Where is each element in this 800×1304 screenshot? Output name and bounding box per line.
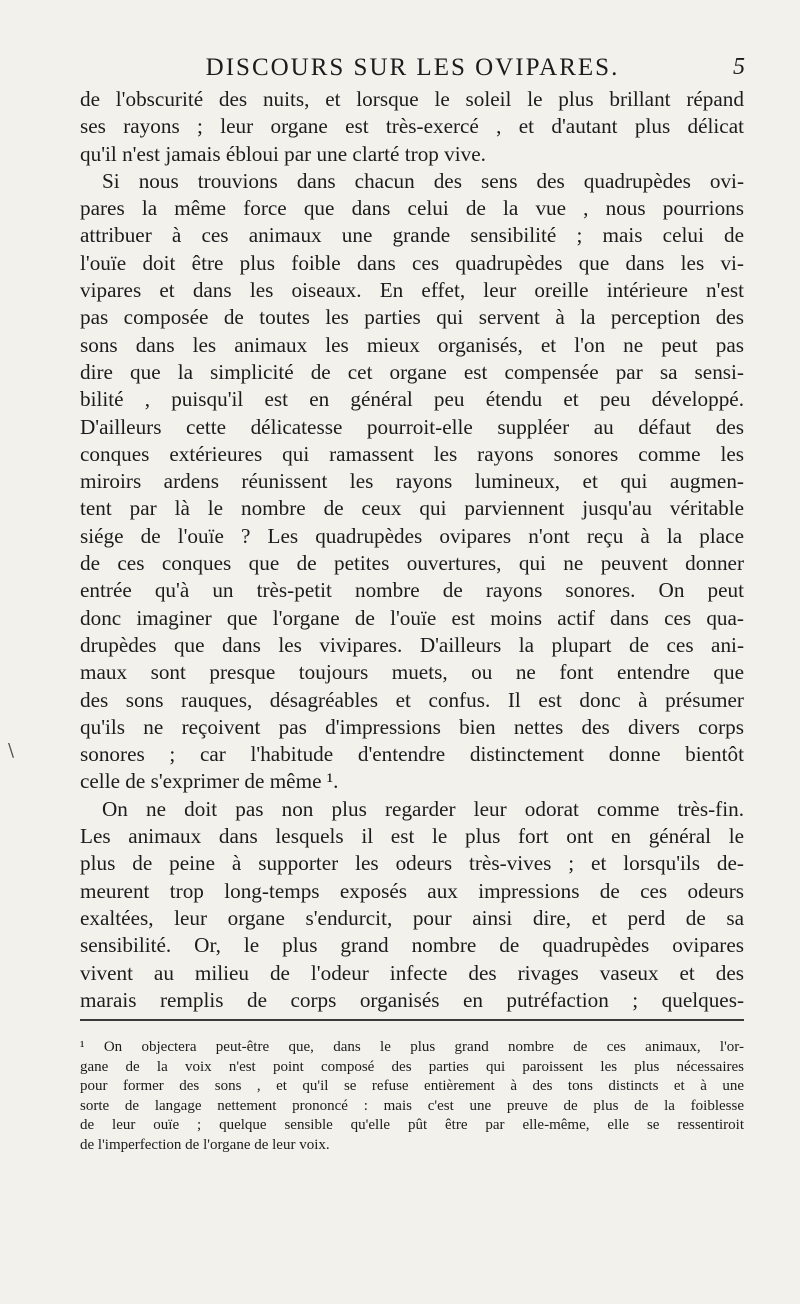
footnote-rule xyxy=(80,1019,744,1021)
running-head xyxy=(80,54,745,88)
text-line: maux sont presque toujours muets, ou ne font entendre que xyxy=(80,660,744,685)
text-line: plus de peine à supporter les odeurs très-vives ; et lorsqu'ils de- xyxy=(80,851,744,876)
footnote-line: pour former des sons , et qu'il se refuse entièrement à des tons distincts et à une xyxy=(80,1078,744,1094)
text-line: conques extérieures qui ramassent les rayons sonores comme les xyxy=(80,441,744,466)
text-line: On ne doit pas non plus regarder leur odorat comme très-fin. xyxy=(102,796,744,821)
text-line: vivent au milieu de l'odeur infecte des rivages vaseux et des xyxy=(80,960,744,985)
running-title: DISCOURS SUR LES OVIPARES. xyxy=(205,54,620,81)
text-line: ses rayons ; leur organe est très-exercé , et d'autant plus délicat xyxy=(80,114,744,139)
text-line: Si nous trouvions dans chacun des sens des quadrupèdes ovi- xyxy=(102,168,744,193)
text-line: des sons rauques, désagréables et confus. Il est donc à présumer xyxy=(80,687,744,712)
text-line: meurent trop long-temps exposés aux impressions de ces odeurs xyxy=(80,878,744,903)
text-line: celle de s'exprimer de même ¹. xyxy=(80,769,339,794)
text-line: sons dans les animaux les mieux organisés, et l'on ne peut pas xyxy=(80,332,744,357)
text-line: exaltées, leur organe s'endurcit, pour ainsi dire, et perd de sa xyxy=(80,905,744,930)
text-line: sensibilité. Or, le plus grand nombre de quadrupèdes ovipares xyxy=(80,933,744,958)
text-line: pares la même force que dans celui de la vue , nous pourrions xyxy=(80,196,744,221)
footnote-line: sorte de langage nettement prononcé : mais c'est une preuve de plus de la foiblesse xyxy=(80,1097,744,1114)
text-line: dire que la simplicité de cet organe est compensée par sa sensi- xyxy=(80,359,744,384)
text-line: entrée qu'à un très-petit nombre de rayons sonores. On peut xyxy=(80,578,744,603)
text-line: pas composée de toutes les parties qui servent à la perception des xyxy=(80,305,744,330)
main-text xyxy=(80,86,744,1014)
footnote-line: de l'imperfection de l'organe de leur voix. xyxy=(80,1136,330,1153)
text-line: miroirs ardens réunissent les rayons lumineux, et qui augmen- xyxy=(80,469,744,494)
footnote xyxy=(80,1038,744,1155)
page-number: 5 xyxy=(733,54,745,80)
footnote-line: de leur ouïe ; quelque sensible qu'elle pût être par elle-même, elle se ressentiroit xyxy=(80,1117,744,1133)
text-line: drupèdes que dans les vivipares. D'ailleurs la plupart de ces ani- xyxy=(80,632,744,657)
text-line: bilité , puisqu'il est en général peu étendu et peu développé. xyxy=(80,387,744,412)
text-line: siége de l'ouïe ? Les quadrupèdes ovipares n'ont reçu à la place xyxy=(80,523,744,548)
footnote-line: ¹ On objectera peut-être que, dans le plus grand nombre de ces animaux, l'or- xyxy=(80,1039,744,1055)
text-line: vipares et dans les oiseaux. En effet, leur oreille intérieure n'est xyxy=(80,278,744,303)
text-line: qu'ils ne reçoivent pas d'impressions bien nettes des divers corps xyxy=(80,714,744,739)
footnote-line: gane de la voix n'est point composé des parties qui paroissent les plus nécessaires xyxy=(80,1058,744,1075)
text-line: qu'il n'est jamais ébloui par une clarté trop vive. xyxy=(80,141,486,166)
text-line: de l'obscurité des nuits, et lorsque le soleil le plus brillant répand xyxy=(80,87,744,111)
text-line: sonores ; car l'habitude d'entendre distinctement donne bientôt xyxy=(80,742,744,767)
text-line: D'ailleurs cette délicatesse pourroit-elle suppléer au défaut des xyxy=(80,414,744,439)
text-line: de ces conques que de petites ouvertures, qui ne peuvent donner xyxy=(80,551,744,576)
margin-mark: \ xyxy=(8,740,15,761)
text-line: attribuer à ces animaux une grande sensibilité ; mais celui de xyxy=(80,223,744,248)
text-line: Les animaux dans lesquels il est le plus fort ont en général le xyxy=(80,824,744,849)
text-line: marais remplis de corps organisés en putréfaction ; quelques- xyxy=(80,987,744,1012)
text-line: donc imaginer que l'organe de l'ouïe est moins actif dans ces qua- xyxy=(80,605,744,630)
text-line: l'ouïe doit être plus foible dans ces quadrupèdes que dans les vi- xyxy=(80,250,744,275)
text-line: tent par là le nombre de ceux qui parviennent jusqu'au véritable xyxy=(80,496,744,521)
